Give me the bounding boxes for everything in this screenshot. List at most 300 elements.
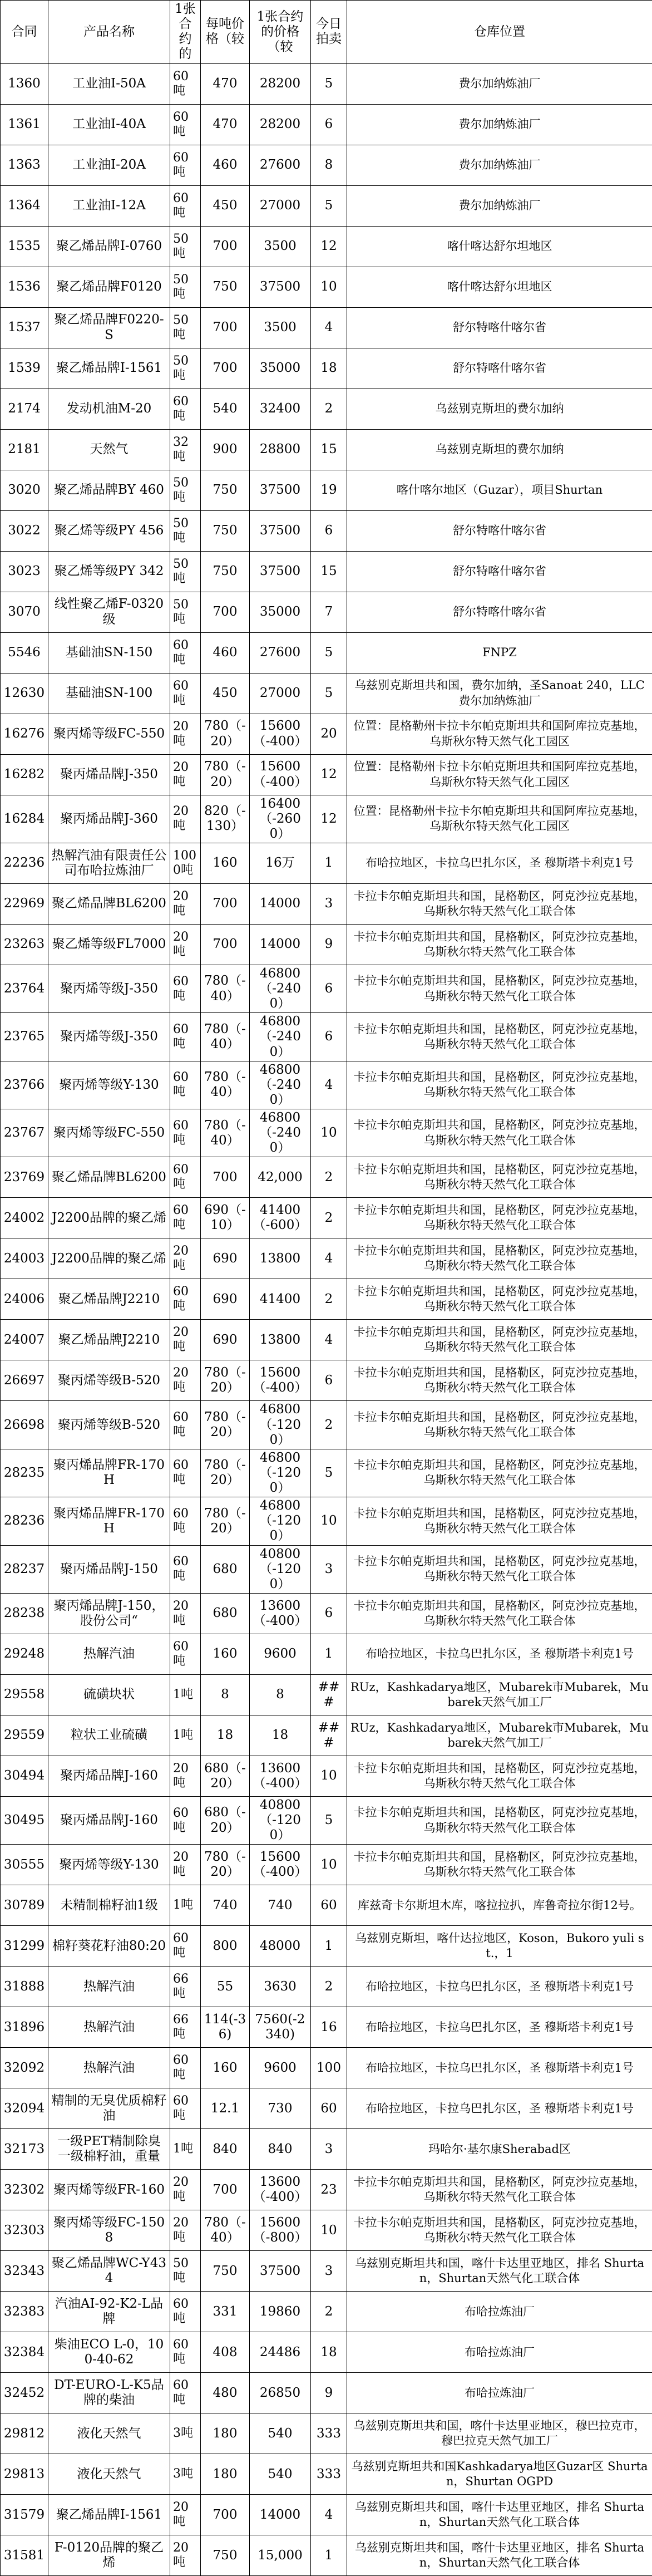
- price-per-ton-cell: 900: [201, 429, 250, 470]
- contract-size-cell: 32吨: [170, 429, 201, 470]
- table-row: [1, 1109, 652, 1157]
- contract-price-cell: 15600（-400）: [250, 1845, 311, 1885]
- contract-cell: 1539: [1, 348, 48, 389]
- product-name-cell: 聚丙烯品牌J-350: [48, 754, 170, 795]
- contract-cell: 23769: [1, 1157, 48, 1198]
- contract-price-cell: 27000: [250, 673, 311, 714]
- today-auction-cell: 8: [311, 145, 347, 185]
- table-row: [1, 267, 652, 307]
- product-name-cell: DT-EURO-L-K5品牌的柴油: [48, 2373, 170, 2413]
- product-name-cell: 基础油SN-150: [48, 632, 170, 673]
- warehouse-location-cell: 卡拉卡尔帕克斯坦共和国，昆格勒区，阿克沙拉克基地，乌斯秋尔特天然气化工联合体: [347, 1796, 652, 1844]
- contract-cell: 3070: [1, 592, 48, 632]
- warehouse-location-cell: 布哈拉炼油厂: [347, 2373, 652, 2413]
- product-name-cell: 聚丙烯品牌J-160: [48, 1796, 170, 1844]
- contract-cell: 1535: [1, 226, 48, 267]
- table-row: [1, 1401, 652, 1449]
- contract-price-cell: 14000: [250, 924, 311, 965]
- today-auction-cell: 2: [311, 1967, 347, 2007]
- contract-cell: 23766: [1, 1061, 48, 1109]
- product-name-cell: 聚丙烯品牌J-160: [48, 1756, 170, 1796]
- price-per-ton-cell: 800: [201, 1926, 250, 1967]
- warehouse-location-cell: 喀什喀尔地区（Guzar），项目Shurtan: [347, 470, 652, 510]
- table-row: [1, 185, 652, 226]
- contract-cell: 23767: [1, 1109, 48, 1157]
- contract-cell: 2181: [1, 429, 48, 470]
- warehouse-location-cell: 布哈拉地区，卡拉乌巴扎尔区，圣 穆斯塔卡利克1号: [347, 1967, 652, 2007]
- warehouse-location-cell: 舒尔特喀什喀尔省: [347, 551, 652, 592]
- price-per-ton-cell: 780（-20）: [201, 1401, 250, 1449]
- price-per-ton-cell: 750: [201, 2535, 250, 2576]
- price-per-ton-cell: 780（-40）: [201, 965, 250, 1012]
- contract-cell: 32384: [1, 2332, 48, 2373]
- table-row: [1, 2413, 652, 2454]
- table-row: [1, 2048, 652, 2088]
- warehouse-location-cell: 卡拉卡尔帕克斯坦共和国，昆格勒区，阿克沙拉克基地，乌斯秋尔特天然气化工联合体: [347, 1238, 652, 1279]
- table-row: [1, 1198, 652, 1238]
- contract-price-cell: 13800: [250, 1238, 311, 1279]
- table-row: [1, 307, 652, 348]
- price-per-ton-cell: 460: [201, 145, 250, 185]
- price-per-ton-cell: 690（-10）: [201, 1198, 250, 1238]
- warehouse-location-cell: FNPZ: [347, 632, 652, 673]
- contract-size-cell: 20吨: [170, 1360, 201, 1401]
- warehouse-location-cell: 乌兹别克斯坦共和国，喀什卡达里亚地区，排名 Shurtan，Shurtan天然气化工联合体: [347, 2251, 652, 2292]
- contract-cell: 30494: [1, 1756, 48, 1796]
- product-name-cell: 聚丙烯等级J-350: [48, 965, 170, 1012]
- today-auction-cell: 15: [311, 551, 347, 592]
- contract-price-cell: 730: [250, 2088, 311, 2129]
- contract-size-cell: 66吨: [170, 1967, 201, 2007]
- contract-cell: 2174: [1, 389, 48, 429]
- contract-size-cell: 60吨: [170, 1926, 201, 1967]
- warehouse-location-cell: 位置：昆格勒州卡拉卡尔帕克斯坦共和国阿库拉克基地，乌斯秋尔特天然气化工园区: [347, 754, 652, 795]
- today-auction-cell: 6: [311, 1013, 347, 1061]
- product-name-cell: 线性聚乙烯F-0320级: [48, 592, 170, 632]
- warehouse-location-cell: 布哈拉炼油厂: [347, 2292, 652, 2332]
- price-per-ton-cell: 480: [201, 2373, 250, 2413]
- price-per-ton-cell: 408: [201, 2332, 250, 2373]
- contract-price-cell: 3630: [250, 1967, 311, 2007]
- price-per-ton-cell: 690: [201, 1320, 250, 1360]
- contract-price-cell: 840: [250, 2129, 311, 2170]
- price-per-ton-cell: 780（-20）: [201, 1360, 250, 1401]
- contract-price-cell: 37500: [250, 2251, 311, 2292]
- price-per-ton-cell: 55: [201, 1967, 250, 2007]
- today-auction-cell: 60: [311, 2088, 347, 2129]
- today-auction-cell: 4: [311, 1320, 347, 1360]
- product-name-cell: 聚乙烯品牌J2210: [48, 1320, 170, 1360]
- today-auction-cell: 6: [311, 104, 347, 145]
- warehouse-location-cell: 乌兹别克斯坦共和国，喀什卡达里亚地区，排名 Shurtan，Shurtan天然气化工联合体: [347, 2535, 652, 2576]
- table-row: [1, 2454, 652, 2495]
- table-row: [1, 429, 652, 470]
- contract-cell: 1363: [1, 145, 48, 185]
- today-auction-cell: ###: [311, 1715, 347, 1756]
- warehouse-location-cell: 喀什喀达舒尔坦地区: [347, 226, 652, 267]
- contract-cell: 29248: [1, 1634, 48, 1674]
- warehouse-location-cell: 卡拉卡尔帕克斯坦共和国，昆格勒区，阿克沙拉克基地，乌斯秋尔特天然气化工联合体: [347, 1157, 652, 1198]
- contract-price-cell: 740: [250, 1885, 311, 1926]
- warehouse-location-cell: 费尔加纳炼油厂: [347, 145, 652, 185]
- warehouse-location-cell: 乌兹别克斯坦的费尔加纳: [347, 429, 652, 470]
- contract-price-cell: 40800（-1200）: [250, 1545, 311, 1593]
- price-per-ton-cell: 470: [201, 63, 250, 104]
- price-per-ton-cell: 700: [201, 226, 250, 267]
- today-auction-cell: 10: [311, 1497, 347, 1545]
- today-auction-cell: 15: [311, 429, 347, 470]
- product-name-cell: 柴油ECO L-0，100-40-62: [48, 2332, 170, 2373]
- table-row: [1, 2332, 652, 2373]
- contract-price-cell: 26850: [250, 2373, 311, 2413]
- product-name-cell: 聚丙烯等级Y-130: [48, 1061, 170, 1109]
- contract-cell: 3023: [1, 551, 48, 592]
- warehouse-location-cell: 卡拉卡尔帕克斯坦共和国，昆格勒区，阿克沙拉克基地，乌斯秋尔特天然气化工联合体: [347, 924, 652, 965]
- warehouse-location-cell: 卡拉卡尔帕克斯坦共和国，昆格勒区，阿克沙拉克基地，乌斯秋尔特天然气化工联合体: [347, 1545, 652, 1593]
- product-name-cell: 热解汽油: [48, 1634, 170, 1674]
- price-per-ton-cell: 160: [201, 2048, 250, 2088]
- warehouse-location-cell: 乌兹别克斯坦的费尔加纳: [347, 389, 652, 429]
- warehouse-location-cell: 乌兹别克斯坦共和国，喀什卡达里亚地区，排名 Shurtan，Shurtan天然气化工联合体: [347, 2495, 652, 2535]
- contract-price-cell: 7560(-2340): [250, 2007, 311, 2048]
- contract-cell: 23764: [1, 965, 48, 1012]
- table-row: [1, 1013, 652, 1061]
- contract-size-cell: 60吨: [170, 1497, 201, 1545]
- table-row: [1, 2535, 652, 2576]
- product-name-cell: 汽油AI-92-K2-L品牌: [48, 2292, 170, 2332]
- table-row: [1, 795, 652, 843]
- table-row: [1, 226, 652, 267]
- contract-size-cell: 50吨: [170, 226, 201, 267]
- product-name-cell: J2200品牌的聚乙烯: [48, 1198, 170, 1238]
- contract-size-cell: 1吨: [170, 1674, 201, 1715]
- contract-size-cell: 60吨: [170, 145, 201, 185]
- contract-cell: 28237: [1, 1545, 48, 1593]
- table-row: [1, 2129, 652, 2170]
- warehouse-location-cell: RUz，Kashkadarya地区，Mubarek市Mubarek，Mubarek天然气加工厂: [347, 1674, 652, 1715]
- today-auction-cell: 2: [311, 1198, 347, 1238]
- header-contract-price: 1张合约的价格（较: [250, 1, 311, 64]
- today-auction-cell: 5: [311, 63, 347, 104]
- today-auction-cell: 2: [311, 1401, 347, 1449]
- contract-cell: 31299: [1, 1926, 48, 1967]
- contract-price-cell: 15600（-400）: [250, 714, 311, 754]
- contract-price-cell: 32400: [250, 389, 311, 429]
- price-per-ton-cell: 450: [201, 185, 250, 226]
- contract-size-cell: 50吨: [170, 510, 201, 551]
- today-auction-cell: 3: [311, 2251, 347, 2292]
- table-body: [1, 63, 652, 2576]
- contract-price-cell: 13600（-400）: [250, 2170, 311, 2210]
- price-per-ton-cell: 18: [201, 1715, 250, 1756]
- today-auction-cell: 10: [311, 267, 347, 307]
- today-auction-cell: 1: [311, 2535, 347, 2576]
- warehouse-location-cell: 费尔加纳炼油厂: [347, 104, 652, 145]
- product-name-cell: 聚乙烯品牌WC-Y434: [48, 2251, 170, 2292]
- price-per-ton-cell: 780（-20）: [201, 754, 250, 795]
- product-name-cell: J2200品牌的聚乙烯: [48, 1238, 170, 1279]
- table-row: [1, 1157, 652, 1198]
- table-row: [1, 1885, 652, 1926]
- contract-size-cell: 20吨: [170, 1756, 201, 1796]
- product-name-cell: 聚乙烯品牌J2210: [48, 1279, 170, 1320]
- contract-size-cell: 60吨: [170, 1401, 201, 1449]
- price-per-ton-cell: 780（-40）: [201, 1013, 250, 1061]
- warehouse-location-cell: 玛哈尔·基尔康Sherabad区: [347, 2129, 652, 2170]
- contract-size-cell: 60吨: [170, 2088, 201, 2129]
- contract-size-cell: 50吨: [170, 592, 201, 632]
- warehouse-location-cell: 布哈拉地区，卡拉乌巴扎尔区，圣 穆斯塔卡利克1号: [347, 2007, 652, 2048]
- contract-price-cell: 13800: [250, 1320, 311, 1360]
- contract-size-cell: 20吨: [170, 924, 201, 965]
- warehouse-location-cell: 乌兹别克斯坦，喀什达拉地区，Koson，Bukoro yuli st.，1: [347, 1926, 652, 1967]
- product-name-cell: 聚丙烯等级Y-130: [48, 1845, 170, 1885]
- warehouse-location-cell: 卡拉卡尔帕克斯坦共和国，昆格勒区，阿克沙拉克基地，乌斯秋尔特天然气化工联合体: [347, 1198, 652, 1238]
- product-name-cell: 聚丙烯等级FC-550: [48, 714, 170, 754]
- product-name-cell: 液化天然气: [48, 2413, 170, 2454]
- contract-price-cell: 27600: [250, 632, 311, 673]
- price-per-ton-cell: 700: [201, 592, 250, 632]
- contract-size-cell: 50吨: [170, 307, 201, 348]
- contract-size-cell: 60吨: [170, 1013, 201, 1061]
- today-auction-cell: 6: [311, 965, 347, 1012]
- price-per-ton-cell: 331: [201, 2292, 250, 2332]
- warehouse-location-cell: 费尔加纳炼油厂: [347, 63, 652, 104]
- product-name-cell: 聚乙烯品牌F0120: [48, 267, 170, 307]
- price-per-ton-cell: 700: [201, 348, 250, 389]
- contract-cell: 12630: [1, 673, 48, 714]
- today-auction-cell: 12: [311, 754, 347, 795]
- table-row: [1, 551, 652, 592]
- price-per-ton-cell: 780（-40）: [201, 2210, 250, 2251]
- contract-cell: 26698: [1, 1401, 48, 1449]
- warehouse-location-cell: 费尔加纳炼油厂: [347, 185, 652, 226]
- price-per-ton-cell: 12.1: [201, 2088, 250, 2129]
- contract-price-cell: 27000: [250, 185, 311, 226]
- contract-price-cell: 46800（-2400）: [250, 1061, 311, 1109]
- price-per-ton-cell: 750: [201, 2251, 250, 2292]
- contract-size-cell: 60吨: [170, 2292, 201, 2332]
- table-row: [1, 63, 652, 104]
- product-name-cell: 聚乙烯等级PY 456: [48, 510, 170, 551]
- contract-price-cell: 13600（-400）: [250, 1593, 311, 1634]
- contract-price-cell: 28200: [250, 104, 311, 145]
- today-auction-cell: 333: [311, 2413, 347, 2454]
- contract-price-cell: 24486: [250, 2332, 311, 2373]
- contract-price-cell: 42,000: [250, 1157, 311, 1198]
- product-name-cell: 聚丙烯品牌J-150，股份公司“: [48, 1593, 170, 1634]
- table-row: [1, 632, 652, 673]
- product-name-cell: 热解汽油: [48, 1967, 170, 2007]
- contract-price-cell: 9600: [250, 2048, 311, 2088]
- contract-size-cell: 50吨: [170, 470, 201, 510]
- product-name-cell: 棉籽葵花籽油80:20: [48, 1926, 170, 1967]
- warehouse-location-cell: 卡拉卡尔帕克斯坦共和国，昆格勒区，阿克沙拉克基地，乌斯秋尔特天然气化工联合体: [347, 1401, 652, 1449]
- price-per-ton-cell: 160: [201, 1634, 250, 1674]
- today-auction-cell: 4: [311, 1238, 347, 1279]
- product-name-cell: 聚丙烯品牌FR-170H: [48, 1497, 170, 1545]
- table-row: [1, 1238, 652, 1279]
- table-row: [1, 1845, 652, 1885]
- product-name-cell: 聚乙烯品牌F0220-S: [48, 307, 170, 348]
- table-row: [1, 2210, 652, 2251]
- contract-size-cell: 60吨: [170, 1061, 201, 1109]
- contract-size-cell: 20吨: [170, 1320, 201, 1360]
- contract-price-cell: 18: [250, 1715, 311, 1756]
- today-auction-cell: 5: [311, 673, 347, 714]
- contract-cell: 3022: [1, 510, 48, 551]
- contract-cell: 22969: [1, 883, 48, 924]
- warehouse-location-cell: 卡拉卡尔帕克斯坦共和国，昆格勒区，阿克沙拉克基地，乌斯秋尔特天然气化工联合体: [347, 1279, 652, 1320]
- contract-price-cell: 8: [250, 1674, 311, 1715]
- contract-size-cell: 60吨: [170, 1449, 201, 1497]
- warehouse-location-cell: 卡拉卡尔帕克斯坦共和国，昆格勒区，阿克沙拉克基地，乌斯秋尔特天然气化工联合体: [347, 1013, 652, 1061]
- warehouse-location-cell: 布哈拉地区，卡拉乌巴扎尔区，圣 穆斯塔卡利克1号: [347, 1634, 652, 1674]
- contract-price-cell: 15600（-400）: [250, 1360, 311, 1401]
- today-auction-cell: 4: [311, 1061, 347, 1109]
- today-auction-cell: 3: [311, 1545, 347, 1593]
- contract-size-cell: 66吨: [170, 2007, 201, 2048]
- product-name-cell: 聚丙烯品牌J-150: [48, 1545, 170, 1593]
- contract-size-cell: 1吨: [170, 1885, 201, 1926]
- contract-price-cell: 540: [250, 2413, 311, 2454]
- today-auction-cell: 2: [311, 2292, 347, 2332]
- price-per-ton-cell: 690: [201, 1279, 250, 1320]
- product-name-cell: 未精制棉籽油1级: [48, 1885, 170, 1926]
- price-per-ton-cell: 470: [201, 104, 250, 145]
- today-auction-cell: 1: [311, 843, 347, 883]
- today-auction-cell: 100: [311, 2048, 347, 2088]
- contract-price-cell: 3500: [250, 307, 311, 348]
- contract-price-cell: 37500: [250, 470, 311, 510]
- contract-price-cell: 19860: [250, 2292, 311, 2332]
- warehouse-location-cell: 布哈拉炼油厂: [347, 2332, 652, 2373]
- contract-size-cell: 60吨: [170, 104, 201, 145]
- contract-size-cell: 20吨: [170, 1593, 201, 1634]
- table-row: [1, 1497, 652, 1545]
- warehouse-location-cell: 卡拉卡尔帕克斯坦共和国，昆格勒区，阿克沙拉克基地，乌斯秋尔特天然气化工联合体: [347, 1497, 652, 1545]
- table-row: [1, 2495, 652, 2535]
- today-auction-cell: 5: [311, 1449, 347, 1497]
- table-row: [1, 2007, 652, 2048]
- product-name-cell: 聚乙烯品牌I-1561: [48, 348, 170, 389]
- table-row: [1, 1545, 652, 1593]
- contract-price-cell: 46800（-2400）: [250, 1109, 311, 1157]
- price-per-ton-cell: 780（-20）: [201, 1449, 250, 1497]
- contract-cell: 28235: [1, 1449, 48, 1497]
- price-per-ton-cell: 780（-20）: [201, 714, 250, 754]
- product-name-cell: 聚乙烯品牌BL6200: [48, 883, 170, 924]
- contract-cell: 23263: [1, 924, 48, 965]
- today-auction-cell: 4: [311, 2495, 347, 2535]
- contract-price-cell: 14000: [250, 2495, 311, 2535]
- product-name-cell: 硫磺块状: [48, 1674, 170, 1715]
- table-row: [1, 2251, 652, 2292]
- warehouse-location-cell: 布哈拉地区，卡拉乌巴扎尔区，圣 穆斯塔卡利克1号: [347, 843, 652, 883]
- table-row: [1, 592, 652, 632]
- product-name-cell: 天然气: [48, 429, 170, 470]
- contract-size-cell: 60吨: [170, 389, 201, 429]
- price-per-ton-cell: 780（-40）: [201, 1109, 250, 1157]
- contract-cell: 32094: [1, 2088, 48, 2129]
- header-row: [1, 1, 652, 64]
- price-per-ton-cell: 700: [201, 883, 250, 924]
- contract-price-cell: 41400（-600）: [250, 1198, 311, 1238]
- today-auction-cell: ###: [311, 1674, 347, 1715]
- warehouse-location-cell: 舒尔特喀什喀尔省: [347, 348, 652, 389]
- price-per-ton-cell: 690: [201, 1238, 250, 1279]
- table-row: [1, 145, 652, 185]
- contract-price-cell: 16万: [250, 843, 311, 883]
- contract-cell: 32303: [1, 2210, 48, 2251]
- today-auction-cell: 20: [311, 714, 347, 754]
- warehouse-location-cell: 卡拉卡尔帕克斯坦共和国，昆格勒区，阿克沙拉克基地，乌斯秋尔特天然气化工联合体: [347, 1360, 652, 1401]
- table-row: [1, 1360, 652, 1401]
- product-name-cell: 发动机油M-20: [48, 389, 170, 429]
- price-per-ton-cell: 740: [201, 1885, 250, 1926]
- contract-price-cell: 28800: [250, 429, 311, 470]
- contract-size-cell: 20吨: [170, 2495, 201, 2535]
- contract-size-cell: 20吨: [170, 1238, 201, 1279]
- today-auction-cell: 16: [311, 2007, 347, 2048]
- contract-cell: 26697: [1, 1360, 48, 1401]
- table-row: [1, 1061, 652, 1109]
- contract-cell: 32452: [1, 2373, 48, 2413]
- warehouse-location-cell: 卡拉卡尔帕克斯坦共和国，昆格勒区，阿克沙拉克基地，乌斯秋尔特天然气化工联合体: [347, 883, 652, 924]
- warehouse-location-cell: 卡拉卡尔帕克斯坦共和国，昆格勒区，阿克沙拉克基地，乌斯秋尔特天然气化工联合体: [347, 1449, 652, 1497]
- contract-price-cell: 46800（-1200）: [250, 1449, 311, 1497]
- contract-cell: 1361: [1, 104, 48, 145]
- today-auction-cell: 6: [311, 510, 347, 551]
- table-row: [1, 843, 652, 883]
- today-auction-cell: 12: [311, 795, 347, 843]
- today-auction-cell: 2: [311, 1157, 347, 1198]
- warehouse-location-cell: 位置：昆格勒州卡拉卡尔帕克斯坦共和国阿库拉克基地，乌斯秋尔特天然气化工园区: [347, 714, 652, 754]
- contract-cell: 30495: [1, 1796, 48, 1844]
- price-per-ton-cell: 750: [201, 470, 250, 510]
- contract-size-cell: 60吨: [170, 63, 201, 104]
- today-auction-cell: 1: [311, 1926, 347, 1967]
- today-auction-cell: 2: [311, 389, 347, 429]
- product-name-cell: 聚丙烯等级B-520: [48, 1360, 170, 1401]
- table-row: [1, 1674, 652, 1715]
- warehouse-location-cell: 卡拉卡尔帕克斯坦共和国，昆格勒区，阿克沙拉克基地，乌斯秋尔特天然气化工联合体: [347, 2170, 652, 2210]
- contract-price-cell: 37500: [250, 510, 311, 551]
- table-row: [1, 1756, 652, 1796]
- price-per-ton-cell: 680: [201, 1545, 250, 1593]
- table-row: [1, 1279, 652, 1320]
- contract-cell: 31896: [1, 2007, 48, 2048]
- table-row: [1, 673, 652, 714]
- contract-price-cell: 46800（-2400）: [250, 1013, 311, 1061]
- product-name-cell: 热解汽油: [48, 2007, 170, 2048]
- today-auction-cell: 23: [311, 2170, 347, 2210]
- today-auction-cell: 5: [311, 1796, 347, 1844]
- warehouse-location-cell: 卡拉卡尔帕克斯坦共和国，昆格勒区，阿克沙拉克基地，乌斯秋尔特天然气化工联合体: [347, 1109, 652, 1157]
- warehouse-location-cell: 卡拉卡尔帕克斯坦共和国，昆格勒区，阿克沙拉克基地，乌斯秋尔特天然气化工联合体: [347, 1845, 652, 1885]
- product-name-cell: 聚乙烯品牌I-0760: [48, 226, 170, 267]
- price-per-ton-cell: 700: [201, 1157, 250, 1198]
- price-per-ton-cell: 680（-20）: [201, 1796, 250, 1844]
- table-row: [1, 924, 652, 965]
- price-per-ton-cell: 780（-20）: [201, 1497, 250, 1545]
- price-per-ton-cell: 160: [201, 843, 250, 883]
- warehouse-location-cell: 卡拉卡尔帕克斯坦共和国，昆格勒区，阿克沙拉克基地，乌斯秋尔特天然气化工联合体: [347, 965, 652, 1012]
- warehouse-location-cell: 卡拉卡尔帕克斯坦共和国，昆格勒区，阿克沙拉克基地，乌斯秋尔特天然气化工联合体: [347, 1320, 652, 1360]
- warehouse-location-cell: 布哈拉地区，卡拉乌巴扎尔区，圣 穆斯塔卡利克1号: [347, 2088, 652, 2129]
- contract-size-cell: 50吨: [170, 267, 201, 307]
- contract-size-cell: 20吨: [170, 714, 201, 754]
